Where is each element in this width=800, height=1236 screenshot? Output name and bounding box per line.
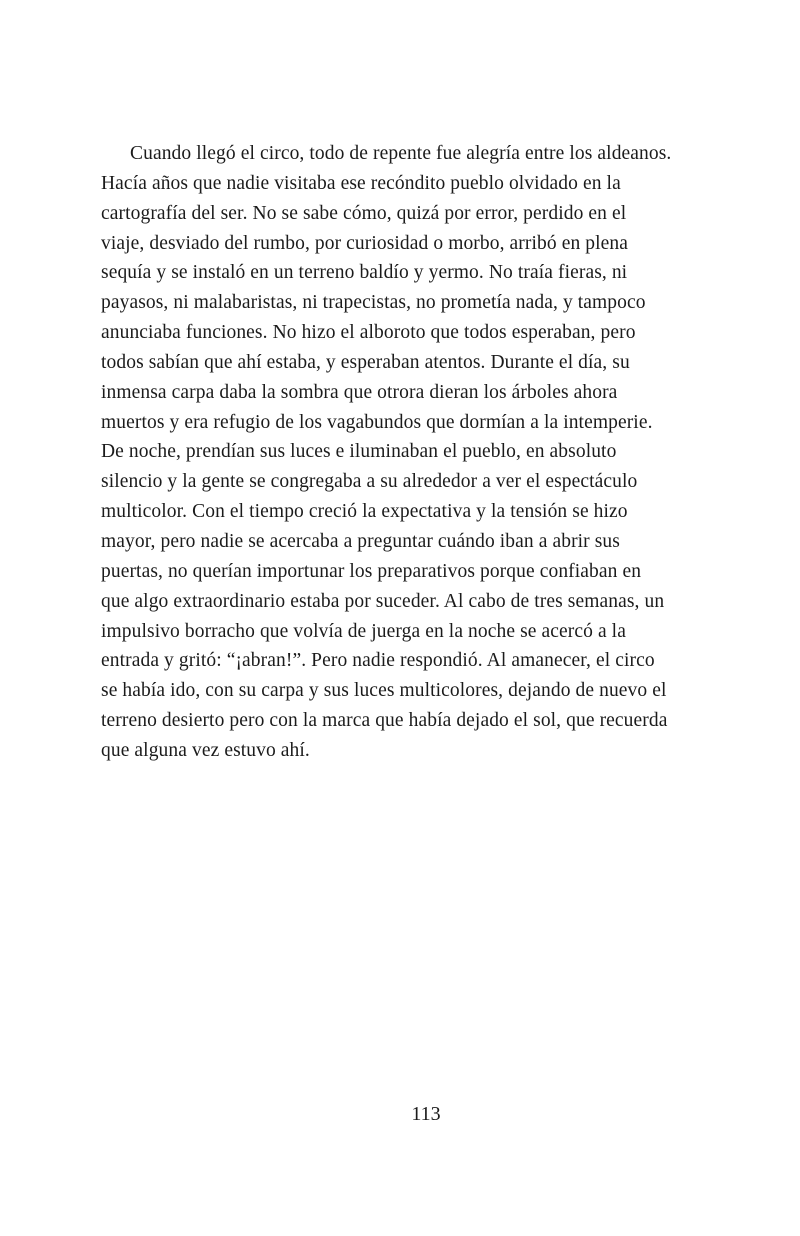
text-line: multicolor. Con el tiempo creció la expectativa y la tensión se hizo <box>101 501 628 523</box>
text-line: mayor, pero nadie se acercaba a preguntar cuándo iban a abrir sus <box>101 530 620 552</box>
paragraph <box>101 139 715 766</box>
text-line: payasos, ni malabaristas, ni trapecistas, no prometía nada, y tampoco <box>101 292 646 314</box>
text-line: que alguna vez estuvo ahí. <box>101 739 310 761</box>
text-line: cartografía del ser. No se sabe cómo, quizá por error, perdido en el <box>101 202 627 224</box>
text-line: terreno desierto pero con la marca que había dejado el sol, que recuerda <box>101 710 668 732</box>
text-line: entrada y gritó: “¡abran!”. Pero nadie respondió. Al amanecer, el circo <box>101 650 655 672</box>
text-line: anunciaba funciones. No hizo el alboroto que todos esperaban, pero <box>101 322 636 344</box>
text-line: muertos y era refugio de los vagabundos que dormían a la intemperie. <box>101 411 653 433</box>
text-line: Hacía años que nadie visitaba ese recóndito pueblo olvidado en la <box>101 172 621 194</box>
text-line: todos sabían que ahí estaba, y esperaban atentos. Durante el día, su <box>101 351 630 373</box>
text-line: se había ido, con su carpa y sus luces multicolores, dejando de nuevo el <box>101 680 667 702</box>
text-line: viaje, desviado del rumbo, por curiosidad o morbo, arribó en plena <box>101 232 628 254</box>
page-number: 113 <box>411 1103 441 1125</box>
text-line: impulsivo borracho que volvía de juerga en la noche se acercó a la <box>101 620 626 642</box>
text-line: silencio y la gente se congregaba a su alrededor a ver el espectáculo <box>101 471 638 493</box>
text-line: Cuando llegó el circo, todo de repente fue alegría entre los aldeanos. <box>130 143 672 164</box>
text-line: inmensa carpa daba la sombra que otrora dieran los árboles ahora <box>101 381 618 403</box>
text-line: puertas, no querían importunar los preparativos porque confiaban en <box>101 560 642 582</box>
text-line: sequía y se instaló en un terreno baldío y yermo. No traía fieras, ni <box>101 262 628 284</box>
text-line: que algo extraordinario estaba por suceder. Al cabo de tres semanas, un <box>101 590 665 612</box>
text-line: De noche, prendían sus luces e iluminaban el pueblo, en absoluto <box>101 441 617 463</box>
